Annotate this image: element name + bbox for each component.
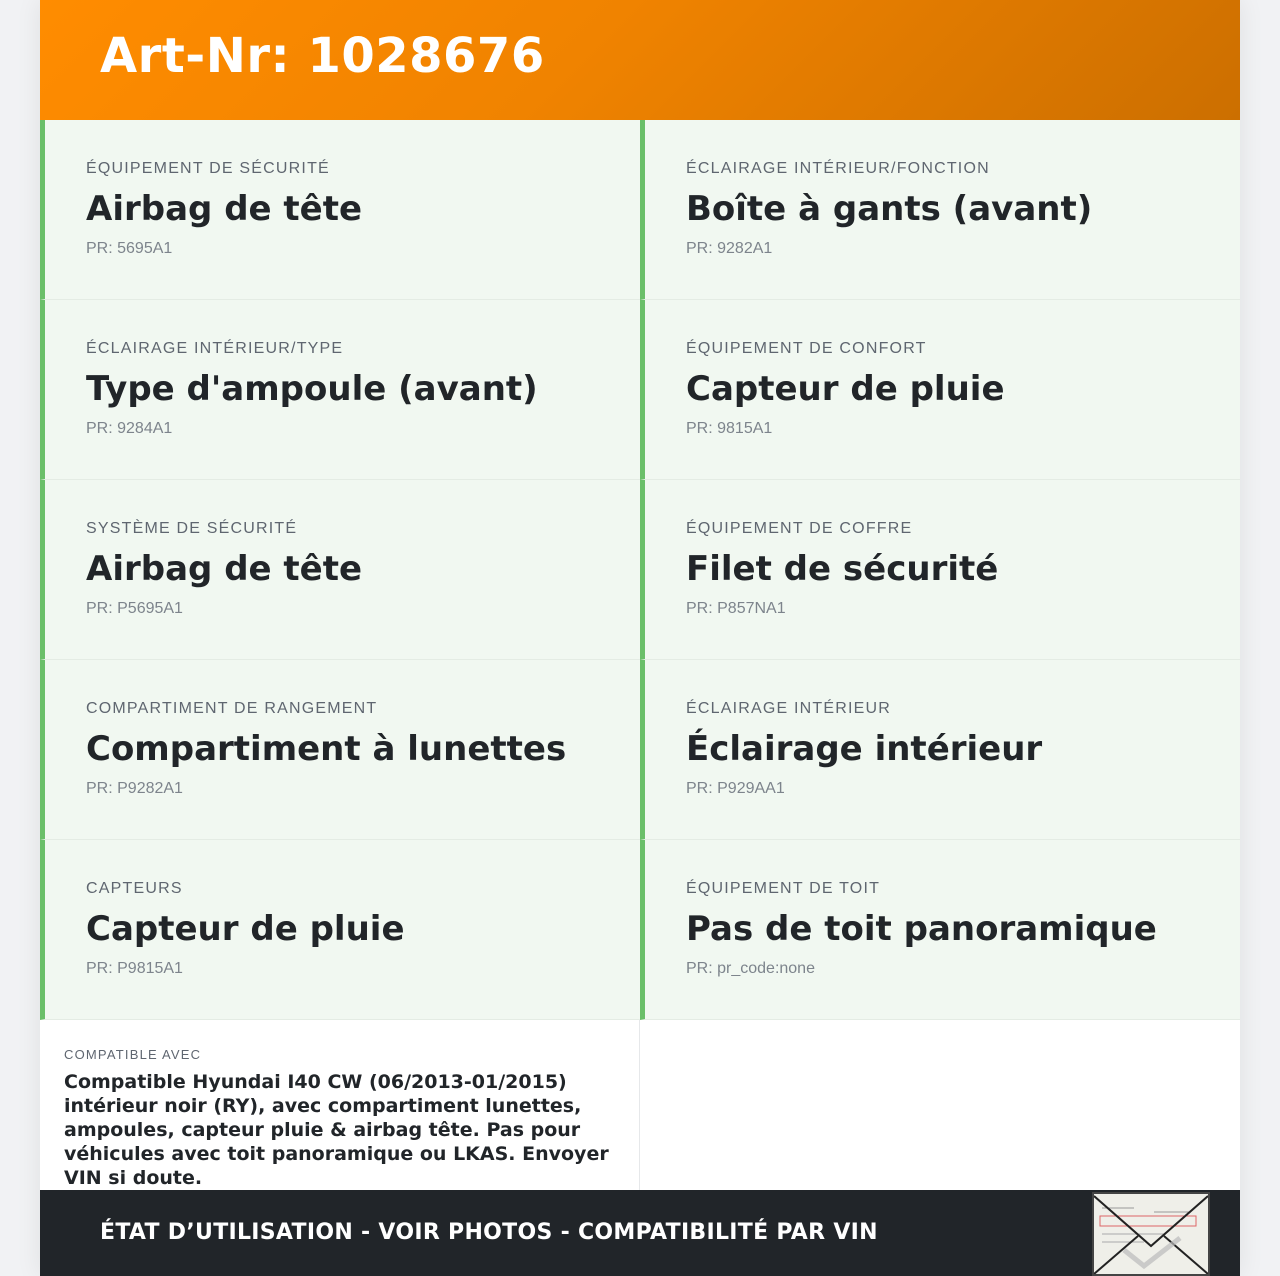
feature-pr-code: PR: 9282A1 [686,240,773,257]
feature-category: ÉCLAIRAGE INTÉRIEUR [686,700,892,717]
feature-value: Compartiment à lunettes [86,729,567,769]
feature-pr-code: PR: 9284A1 [86,420,173,437]
feature-cell [640,480,1240,660]
feature-cell [40,300,640,480]
feature-value: Boîte à gants (avant) [686,189,1093,229]
feature-cell [640,300,1240,480]
feature-category: SYSTÈME DE SÉCURITÉ [86,520,298,537]
feature-value: Éclairage intérieur [686,729,1043,769]
feature-category: ÉCLAIRAGE INTÉRIEUR/TYPE [86,340,344,357]
feature-pr-code: PR: P5695A1 [86,600,183,617]
compatibility-box [40,1020,640,1190]
feature-cell [640,120,1240,300]
feature-cell [640,840,1240,1020]
envelope-icon [1094,1194,1208,1274]
feature-pr-code: PR: pr_code:none [686,960,815,977]
feature-pr-code: PR: P929AA1 [686,780,785,797]
feature-category: ÉQUIPEMENT DE TOIT [686,880,881,897]
feature-value: Type d'ampoule (avant) [86,369,538,409]
feature-grid [40,120,1240,1020]
feature-value: Capteur de pluie [86,909,405,949]
feature-pr-code: PR: P9282A1 [86,780,183,797]
compatibility-label: COMPATIBLE AVEC [64,1047,202,1062]
feature-cell [40,480,640,660]
feature-cell [40,660,640,840]
article-number-title: Art-Nr: 1028676 [100,28,545,84]
feature-cell [640,660,1240,840]
feature-value: Filet de sécurité [686,549,999,589]
footer-text: ÉTAT D’UTILISATION - VOIR PHOTOS - COMPATIBILITÉ PAR VIN [100,1220,878,1245]
feature-category: ÉQUIPEMENT DE SÉCURITÉ [86,160,330,177]
feature-category: ÉQUIPEMENT DE COFFRE [686,520,913,537]
feature-value: Pas de toit panoramique [686,909,1157,949]
feature-category: COMPARTIMENT DE RANGEMENT [86,700,378,717]
feature-pr-code: PR: 9815A1 [686,420,773,437]
feature-cell [40,120,640,300]
feature-value: Airbag de tête [86,549,363,589]
header-banner [40,0,1240,120]
footer-bar [40,1190,1240,1276]
feature-value: Airbag de tête [86,189,363,229]
feature-pr-code: PR: 5695A1 [86,240,173,257]
product-sheet [40,0,1240,1276]
feature-cell [40,840,640,1020]
compatibility-text: Compatible Hyundai I40 CW (06/2013-01/2015) intérieur noir (RY), avec compartiment lunettes, ampoules, capteur pluie & airbag tête. Pas pour véhicules avec toit panoramique ou LKAS. Envoyer VIN si doute. [64,1071,609,1189]
feature-pr-code: PR: P9815A1 [86,960,183,977]
feature-pr-code: PR: P857NA1 [686,600,786,617]
feature-category: CAPTEURS [86,880,183,897]
feature-category: ÉQUIPEMENT DE CONFORT [686,340,927,357]
label-photo-thumbnail [1092,1192,1210,1276]
feature-category: ÉCLAIRAGE INTÉRIEUR/FONCTION [686,160,990,177]
feature-value: Capteur de pluie [686,369,1005,409]
